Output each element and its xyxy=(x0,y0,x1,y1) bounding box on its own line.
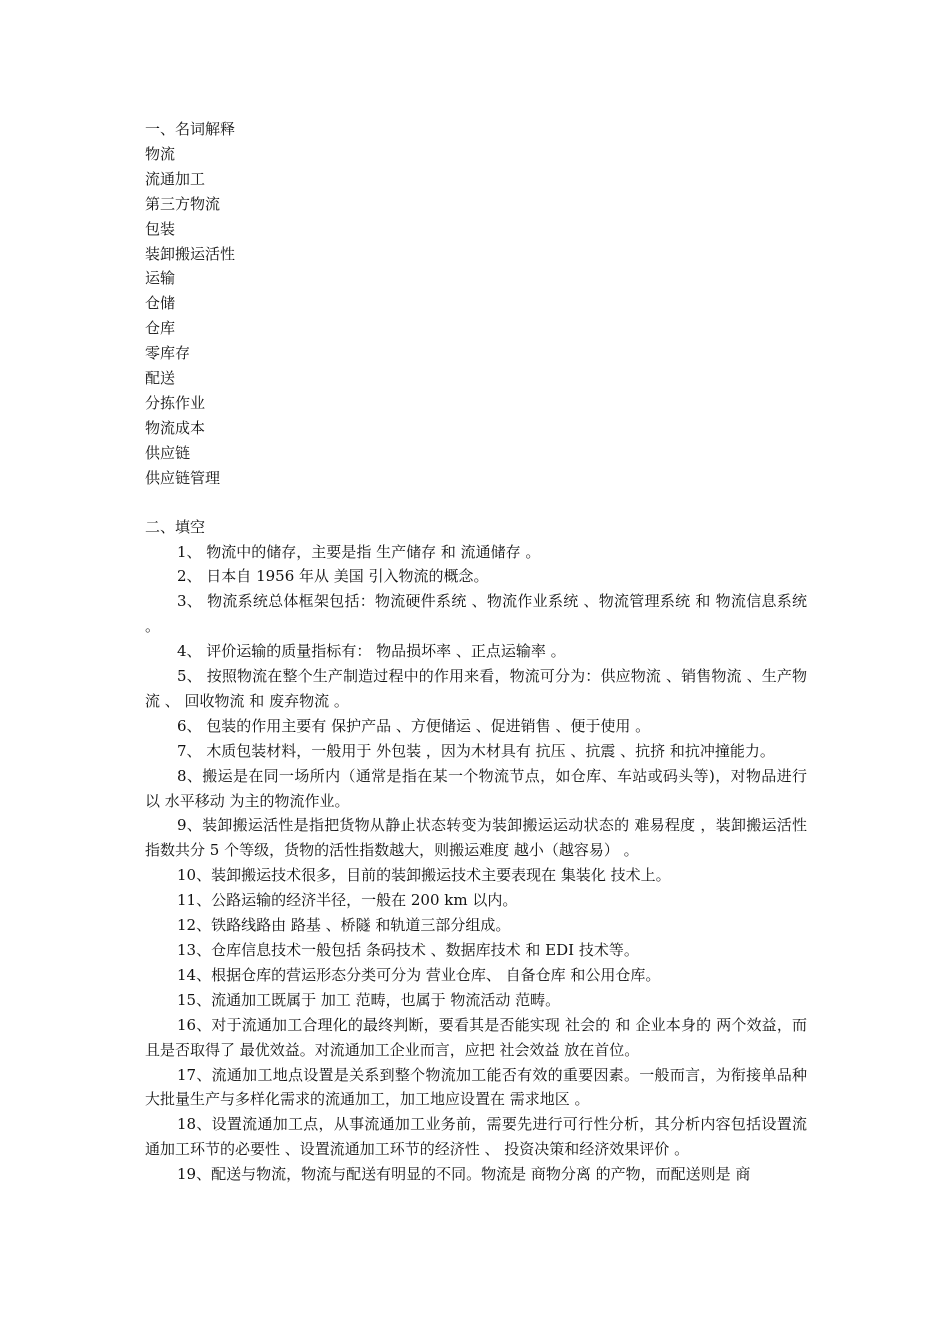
term-item: 配送 xyxy=(145,369,176,388)
term-item: 物流 xyxy=(145,144,176,163)
question-item: 10、装卸搬运技术很多，目前的装卸搬运技术主要表现在 集装化 技术上。 xyxy=(177,866,671,885)
term-item: 流通加工 xyxy=(145,169,206,188)
term-item: 零库存 xyxy=(145,344,191,363)
question-item: 17、流通加工地点设置是关系到整个物流加工能否有效的重要因素。一般而言，为衔接单品种大批量生产与多样化需求的流通加工，加工地应设置在 需求地区 。 xyxy=(145,1065,807,1109)
document-page xyxy=(145,117,807,1187)
section-fill-in-blanks xyxy=(145,515,807,1187)
question-item: 19、配送与物流，物流与配送有明显的不同。物流是 商物分离 的产物，而配送则是 商 xyxy=(177,1165,751,1184)
question-item: 5、 按照物流在整个生产制造过程中的作用来看，物流可分为：供应物流 、销售物流 、生产物流 、 回收物流 和 废弃物流 。 xyxy=(145,667,807,710)
section-title: 二、填空 xyxy=(145,517,206,536)
term-item: 仓库 xyxy=(145,319,176,338)
question-item: 13、仓库信息技术一般包括 条码技术 、数据库技术 和 EDI 技术等。 xyxy=(177,941,639,959)
question-item: 18、设置流通加工点，从事流通加工业务前，需要先进行可行性分析，其分析内容包括设置流通加工环节的必要性 、设置流通加工环节的经济性 、 投资决策和经济效果评价 。 xyxy=(145,1115,807,1159)
question-item: 3、 物流系统总体框架包括：物流硬件系统 、物流作业系统 、物流管理系统 和 物流信息系统 。 xyxy=(145,592,807,636)
section-noun-explanation xyxy=(145,117,807,491)
question-item: 14、根据仓库的营运形态分类可分为 营业仓库、 自备仓库 和公用仓库。 xyxy=(177,965,661,984)
term-item: 仓储 xyxy=(145,294,176,313)
section-title: 一、名词解释 xyxy=(145,120,236,138)
term-item: 物流成本 xyxy=(145,418,206,437)
term-item: 包装 xyxy=(145,219,176,238)
question-item: 12、铁路线路由 路基 、桥隧 和轨道三部分组成。 xyxy=(177,916,511,935)
question-item: 11、公路运输的经济半径，一般在 200 km 以内。 xyxy=(177,891,518,910)
question-item: 6、 包装的作用主要有 保护产品 、方便储运 、促进销售 、便于使用 。 xyxy=(177,716,651,735)
term-item: 分拣作业 xyxy=(145,393,206,412)
question-item: 4、 评价运输的质量指标有： 物品损坏率 、正点运输率 。 xyxy=(177,642,566,661)
question-item: 16、对于流通加工合理化的最终判断，要看其是否能实现 社会的 和 企业本身的 两个效益，而且是否取得了 最优效益。对流通加工企业而言，应把 社会效益 放在首位。 xyxy=(145,1015,807,1059)
question-item: 15、流通加工既属于 加工 范畴，也属于 物流活动 范畴。 xyxy=(177,990,561,1009)
term-item: 供应链 xyxy=(145,443,191,462)
term-item: 运输 xyxy=(145,269,176,288)
question-item: 7、 木质包装材料，一般用于 外包装 ，因为木材具有 抗压 、抗震 、抗挤 和抗冲撞能力。 xyxy=(177,741,775,760)
term-item: 第三方物流 xyxy=(145,194,221,213)
term-item: 供应链管理 xyxy=(145,468,221,487)
question-item: 9、装卸搬运活性是指把货物从静止状态转变为装卸搬运运动状态的 难易程度 ，装卸搬运活性指数共分 5 个等级，货物的活性指数越大，则搬运难度 越小（越容易） 。 xyxy=(145,816,807,860)
question-item: 1、 物流中的储存，主要是指 生产储存 和 流通储存 。 xyxy=(177,542,541,561)
term-item: 装卸搬运活性 xyxy=(145,244,236,263)
question-item: 2、 日本自 1956 年从 美国 引入物流的概念。 xyxy=(177,567,489,586)
question-item: 8、搬运是在同一场所内（通常是指在某一个物流节点，如仓库、车站或码头等)，对物品进行以 水平移动 为主的物流作业。 xyxy=(145,766,807,810)
